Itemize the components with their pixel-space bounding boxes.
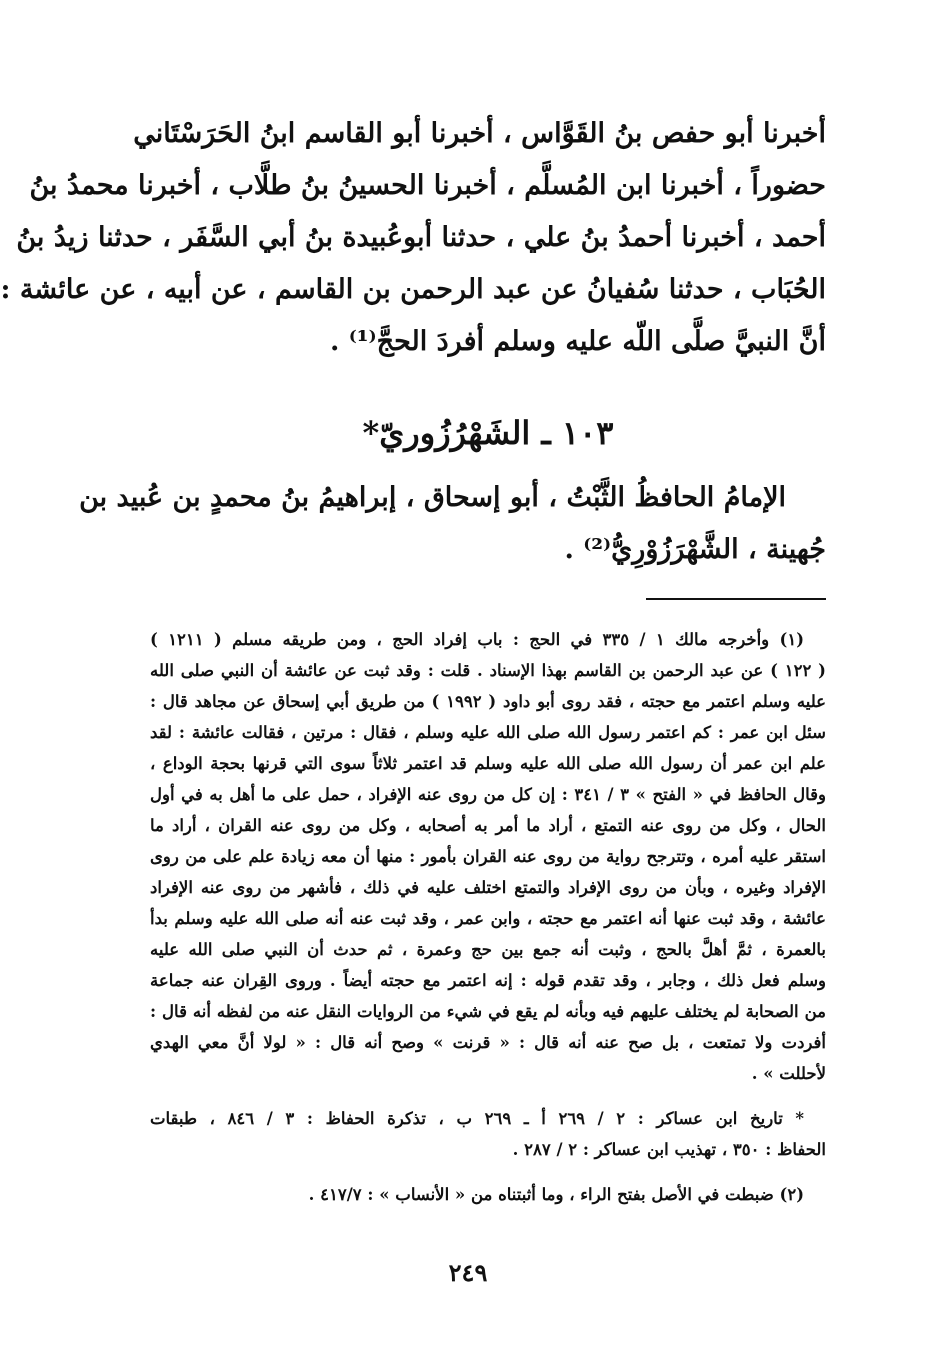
footnote-line: علم ابن عمر أن رسول الله صلى الله عليه وسلم قد اعتمر ثلاثاً سوى التي قرنها بحجة الوداع ، — [150, 754, 826, 773]
footnote-line: بالعمرة ، ثمَّ أهلَّ بالحج ، وثبت أنه جمع بين حج وعمرة ، ثم حدث أن النبي صلى الله عليه — [150, 940, 826, 959]
biography-line: جُهينة ، الشَّهْرَزُوْرِيُّ⁽²⁾ . — [564, 534, 826, 565]
source-note-line: * تاريخ ابن عساكر : ٢ / ٢٦٩ أ ـ ٢٦٩ ب ، تذكرة الحفاظ : ٣ / ٨٤٦ ، طبقات — [150, 1109, 805, 1128]
footnote-line: أفردت ولا تمتعت ، بل صح عنه أنه قال : « قرنت » وصح أنه قال : « لولا أنَّ معي الهدي — [150, 1033, 826, 1052]
footnote-line: عائشة ، وقد ثبت عنها أنه اعتمر مع حجته ، وابن عمر ، وقد ثبت عنه أنه صلى الله عليه وسلم بدأ — [150, 909, 826, 928]
footnote-1 — [150, 624, 826, 1089]
footnotes — [150, 624, 826, 1210]
footnote-line: استقر عليه أمره ، وتترجح رواية من روى عنه القران بأمور : منها أن معه زيادة علم على من روى — [150, 847, 826, 866]
footnote-line: وسلم فعل ذلك ، وجابر ، وقد تقدم قوله : إنه اعتمر مع حجته أيضاً . وروى القِران عنه جماعة — [150, 971, 826, 990]
source-note-line: الحفاظ : ٣٥٠ ، تهذيب ابن عساكر : ٢ / ٢٨٧ . — [512, 1140, 826, 1159]
hadith-line: الحُبَاب ، حدثنا سُفيانُ عن عبد الرحمن بن القاسم ، عن أبيه ، عن عائشة : — [0, 274, 826, 305]
footnote-separator — [646, 598, 826, 600]
footnote-line: من الصحابة لم يختلف عليهم فيه وبأنه لم يقع في شيء من الروايات النقل عنه من لفظه أنه قال : — [150, 1002, 826, 1021]
footnote-line: وقال الحافظ في « الفتح » ٣ / ٣٤١ : إن كل من روى عنه الإفراد ، حمل على ما أهل به في أول — [150, 785, 827, 804]
footnote-line: (٢) ضبطت في الأصل بفتح الراء ، وما أثبتناه من « الأنساب » : ٤١٧/٧ . — [308, 1185, 804, 1204]
footnote-line: لأحللت » . — [751, 1064, 826, 1083]
hadith-text — [0, 108, 826, 368]
footnote-line: سئل ابن عمر : كم اعتمر رسول الله صلى الله عليه وسلم ، فقال : مرتين ، فقالت عائشة : لقد — [150, 723, 826, 742]
hadith-line: أنَّ النبيَّ صلَّى اللّه عليه وسلم أفردَ الحجَّ⁽¹⁾ . — [329, 326, 826, 357]
hadith-line: أخبرنا أبو حفص بنُ القَوَّاس ، أخبرنا أبو القاسم ابنُ الحَرَسْتَاني — [133, 118, 826, 149]
page-number: ٢٤٩ — [448, 1258, 488, 1287]
footnote-line: ( ١٢٢ ) عن عبد الرحمن بن القاسم بهذا الإسناد . قلت : وقد ثبت عن عائشة أن النبي صلى الله — [150, 661, 826, 680]
footnote-2 — [150, 1179, 826, 1210]
hadith-line: حضوراً ، أخبرنا ابن المُسلَّم ، أخبرنا الحسينُ بنُ طلَّاب ، أخبرنا محمدُ بنُ — [29, 170, 826, 201]
biography-line: الإمامُ الحافظُ الثَّبْتُ ، أبو إسحاق ، إبراهيمُ بنُ محمدٍ بن عُبيد بن — [79, 482, 786, 513]
source-note — [150, 1103, 826, 1165]
hadith-line: أحمد ، أخبرنا أحمدُ بنُ علي ، حدثنا أبوعُبيدة بنُ أبي السَّفَر ، حدثنا زيدُ بنُ — [16, 222, 826, 253]
footnote-line: عليه وسلم اعتمر مع حجته ، فقد روى أبو داود ( ١٩٩٢ ) من طريق أبي إسحاق عن مجاهد قال : — [150, 692, 826, 711]
footnote-line: الحال ، وكل من روى عنه التمتع ، أراد ما أمر به أصحابه ، وكل من روى عنه القران ، أراد ما — [150, 816, 826, 835]
footnote-line: (١) وأخرجه مالك ١ / ٣٣٥ في الحج : باب إفراد الحج ، ومن طريقه مسلم ( ١٢١١ ) — [150, 630, 804, 649]
biography-heading: ١٠٣ ـ الشَهْرُزُوريّ* — [362, 414, 614, 452]
biography-text — [79, 472, 826, 576]
page-body — [0, 108, 827, 1328]
footnote-line: الإفراد وغيره ، وبأن من روى الإفراد والتمتع اختلف عليه في ذلك ، فأشهر من روى عنه الإفراد — [150, 878, 826, 897]
